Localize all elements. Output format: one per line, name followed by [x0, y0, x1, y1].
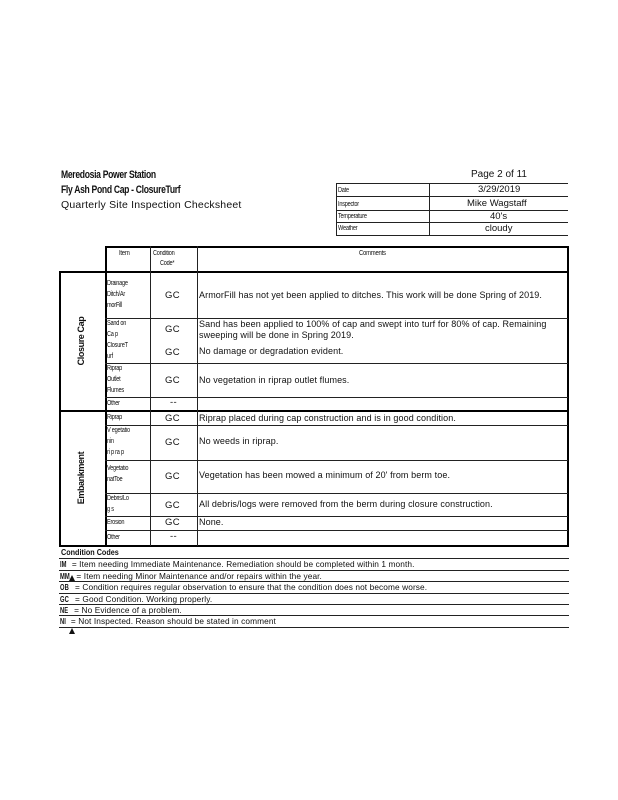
condition-code: GC [165, 437, 180, 448]
section-closure-cap: Closure Cap [76, 316, 86, 366]
condition-code: -- [170, 397, 177, 408]
condition-code: -- [170, 531, 177, 542]
comment: All debris/logs were removed from the berm during closure construction. [199, 499, 493, 509]
condition-code: GC [165, 471, 180, 482]
header-comments: Comments [359, 250, 386, 257]
condition-code: GC [165, 347, 180, 358]
item-label: Other [107, 400, 120, 407]
item-label: ClosureT urf [107, 342, 128, 360]
comment: None. [199, 517, 224, 527]
info-label-temperature: Temperature [338, 213, 367, 220]
comment: No weeds in riprap. [199, 436, 279, 446]
comment: No vegetation in riprap outlet flumes. [199, 375, 350, 385]
header-item: Item [119, 250, 130, 257]
info-label-date: Date [338, 187, 349, 194]
item-label: Vegetatio natToe [107, 465, 129, 483]
comment: Riprap placed during cap construction and is in good condition. [199, 413, 456, 423]
condition-code: GC [165, 375, 180, 386]
item-label: Riprap Outlet Flumes [107, 365, 124, 394]
item-label: Erosion [107, 519, 125, 526]
report-title: Quarterly Site Inspection Checksheet [61, 199, 242, 211]
item-label: Riprap [107, 414, 123, 421]
comment: Sand has been applied to 100% of cap and swept into turf for 80% of cap. Remaining sweeping will be done in Spring 2019. [199, 319, 547, 340]
legend-item: NE = No Evidence of a problem. [60, 605, 182, 615]
comment: ArmorFill has not yet been applied to ditches. This work will be done Spring of 2019. [199, 290, 543, 300]
legend-title: Condition Codes [61, 547, 119, 557]
item-label: Drainage Ditch/Ar morFill [107, 280, 128, 309]
comment: No damage or degradation evident. [199, 346, 344, 356]
header-condition-line1: Condition [153, 250, 175, 257]
item-label: V egetatio nin ri p ra p [107, 427, 130, 456]
condition-code: GC [165, 517, 180, 528]
condition-code: GC [165, 290, 180, 301]
item-label: Debris/Lo g s [107, 495, 129, 513]
condition-code: GC [165, 413, 180, 424]
item-label: Other [107, 534, 120, 541]
info-value-temperature: 40's [490, 211, 508, 222]
legend-item: OB = Condition requires regular observation to ensure that the condition does not become worse. [60, 582, 428, 592]
info-label-weather: Weather [338, 225, 358, 232]
header-condition-line2: Code* [160, 260, 175, 267]
condition-code: GC [165, 500, 180, 511]
legend-item: MM = Item needing Minor Maintenance and/or repairs within the year. [60, 571, 322, 581]
info-value-weather: cloudy [485, 223, 513, 234]
comment: Vegetation has been mowed a minimum of 20' from berm toe. [199, 470, 451, 480]
info-label-inspector: Inspector [338, 201, 359, 208]
legend-item: GC = Good Condition. Working properly. [60, 594, 213, 604]
section-embankment: Embankment [76, 451, 86, 505]
legend-item: NI = Not Inspected. Reason should be stated in comment [60, 616, 276, 626]
condition-code: GC [165, 324, 180, 335]
page-number: Page 2 of 11 [471, 169, 527, 180]
info-value-date: 3/29/2019 [478, 184, 521, 195]
item-label: Sand on Ca p [107, 320, 127, 338]
pointer-mark-icon [69, 575, 75, 581]
info-value-inspector: Mike Wagstaff [467, 198, 527, 209]
legend-item: IM = Item needing Immediate Maintenance. Remediation should be completed within 1 month. [60, 559, 415, 569]
station-name: Meredosia Power Station [61, 169, 156, 181]
pointer-mark-icon [69, 628, 75, 634]
project-name: Fly Ash Pond Cap - ClosureTurf [61, 184, 181, 196]
